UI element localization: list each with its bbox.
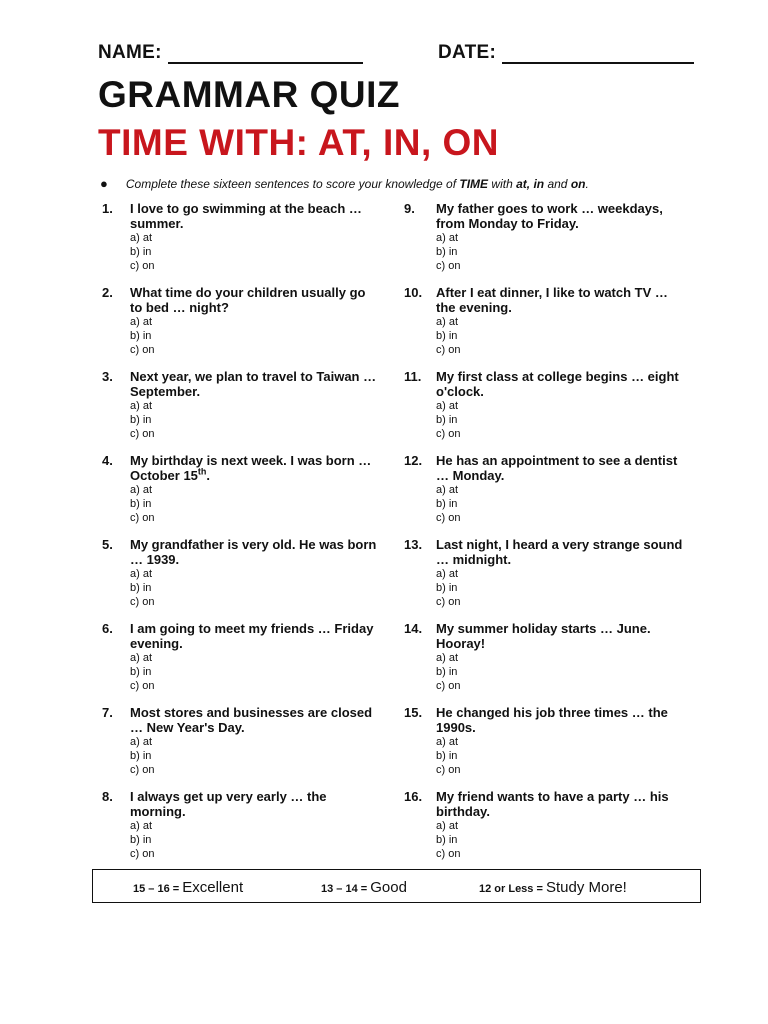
option-c: c) on <box>130 764 155 776</box>
score-good <box>321 879 407 896</box>
instructions-on-word: on <box>570 177 586 191</box>
option-b: b) in <box>436 246 458 258</box>
question-text: My grandfather is very old. He was born … 1939. <box>130 537 377 567</box>
option-a: a) at <box>130 568 153 580</box>
option-a: a) at <box>436 820 459 832</box>
option-b: b) in <box>130 414 152 426</box>
option-c: c) on <box>436 764 461 776</box>
score-range: 13 – 14 = <box>321 883 371 895</box>
name-blank-line <box>168 42 363 64</box>
page-subtitle: TIME WITH: AT, IN, ON <box>98 122 500 163</box>
question-text <box>130 453 380 483</box>
score-excellent <box>133 879 243 896</box>
question-number: 12. <box>404 453 423 468</box>
instructions <box>100 176 720 191</box>
option-c: c) on <box>436 344 461 356</box>
question-text: Most stores and businesses are closed … New Year's Day. <box>130 705 373 735</box>
option-a: a) at <box>130 736 153 748</box>
score-range: 12 or Less = <box>479 883 546 895</box>
option-b: b) in <box>130 246 152 258</box>
option-b: b) in <box>436 750 458 762</box>
option-b: b) in <box>436 498 458 510</box>
question-number: 7. <box>102 705 113 720</box>
option-b: b) in <box>436 666 458 678</box>
question-text: Next year, we plan to travel to Taiwan … September. <box>130 369 377 399</box>
option-c: c) on <box>130 260 155 272</box>
question-text: I am going to meet my friends … Friday evening. <box>130 621 374 651</box>
score-study-more <box>479 879 627 896</box>
bullet-icon: ● <box>100 176 108 191</box>
option-c: c) on <box>436 428 461 440</box>
option-a: a) at <box>436 232 459 244</box>
date-blank-line <box>502 42 694 64</box>
option-a: a) at <box>130 652 153 664</box>
question-number: 6. <box>102 621 113 636</box>
score-label: Excellent <box>182 879 244 896</box>
option-c: c) on <box>130 428 155 440</box>
option-b: b) in <box>436 582 458 594</box>
option-b: b) in <box>436 330 458 342</box>
option-b: b) in <box>130 498 152 510</box>
option-a: a) at <box>436 400 459 412</box>
option-a: a) at <box>436 652 459 664</box>
option-c: c) on <box>130 596 155 608</box>
option-a: a) at <box>436 736 459 748</box>
question-text: He changed his job three times … the 1990s. <box>436 705 668 735</box>
question-text-end: . <box>206 468 211 483</box>
option-c: c) on <box>436 260 461 272</box>
instructions-at-word: at, <box>516 177 531 191</box>
instructions-end: . <box>585 177 589 191</box>
option-c: c) on <box>130 512 155 524</box>
option-c: c) on <box>436 680 461 692</box>
question-number: 3. <box>102 369 113 384</box>
question-text: He has an appointment to see a dentist … Monday. <box>436 453 678 483</box>
option-c: c) on <box>436 848 461 860</box>
option-c: c) on <box>436 596 461 608</box>
question-text: After I eat dinner, I like to watch TV … the evening. <box>436 285 668 315</box>
instructions-text-before: Complete these sixteen sentences to score your knowledge of <box>125 177 460 191</box>
date-field <box>438 42 694 64</box>
question-number: 8. <box>102 789 113 804</box>
option-b: b) in <box>130 834 152 846</box>
question-number: 15. <box>404 705 423 720</box>
header-fields <box>98 42 698 72</box>
name-label: NAME: <box>98 42 162 63</box>
question-text: My father goes to work … weekdays, from Monday to Friday. <box>436 201 663 231</box>
question-number: 1. <box>102 201 113 216</box>
question-number: 4. <box>102 453 113 468</box>
score-label: Study More! <box>545 879 627 896</box>
name-field <box>98 42 363 64</box>
option-c: c) on <box>130 848 155 860</box>
question-number: 11. <box>404 369 422 384</box>
option-a: a) at <box>130 484 153 496</box>
question-number: 13. <box>404 537 423 552</box>
scoring-box <box>92 869 701 903</box>
question-number: 5. <box>102 537 113 552</box>
option-c: c) on <box>436 512 461 524</box>
question-text: Last night, I heard a very strange sound … midnight. <box>436 537 683 567</box>
score-range: 15 – 16 = <box>133 883 183 895</box>
instructions-in-word: in <box>533 177 545 191</box>
question-number: 2. <box>102 285 113 300</box>
question-text: I love to go swimming at the beach … summer. <box>130 201 362 231</box>
option-b: b) in <box>130 330 152 342</box>
instructions-time-word: TIME <box>459 177 489 191</box>
option-a: a) at <box>436 316 459 328</box>
ordinal-suffix: th <box>197 466 207 477</box>
option-a: a) at <box>130 232 153 244</box>
question-text: My friend wants to have a party … his birthday. <box>436 789 669 819</box>
option-a: a) at <box>436 484 459 496</box>
option-b: b) in <box>436 834 458 846</box>
option-b: b) in <box>130 582 152 594</box>
question-text-main: My birthday is next week. I was born … October 15 <box>130 453 372 483</box>
option-a: a) at <box>130 400 153 412</box>
option-a: a) at <box>436 568 459 580</box>
question-text: My summer holiday starts … June. Hooray! <box>436 621 651 651</box>
question-text: My first class at college begins … eight o'clock. <box>436 369 679 399</box>
page-title: GRAMMAR QUIZ <box>98 74 400 115</box>
question-text: What time do your children usually go to bed … night? <box>130 285 366 315</box>
option-c: c) on <box>130 680 155 692</box>
option-c: c) on <box>130 344 155 356</box>
date-label: DATE: <box>438 42 497 63</box>
score-label: Good <box>370 879 407 896</box>
option-b: b) in <box>130 666 152 678</box>
question-number: 14. <box>404 621 423 636</box>
option-a: a) at <box>130 316 153 328</box>
option-b: b) in <box>130 750 152 762</box>
instructions-middle3: and <box>544 177 571 191</box>
instructions-middle1: with <box>488 177 517 191</box>
question-number: 10. <box>404 285 423 300</box>
question-text: I always get up very early … the morning. <box>130 789 327 819</box>
question-number: 9. <box>404 201 415 216</box>
option-a: a) at <box>130 820 153 832</box>
option-b: b) in <box>436 414 458 426</box>
question-number: 16. <box>404 789 423 804</box>
